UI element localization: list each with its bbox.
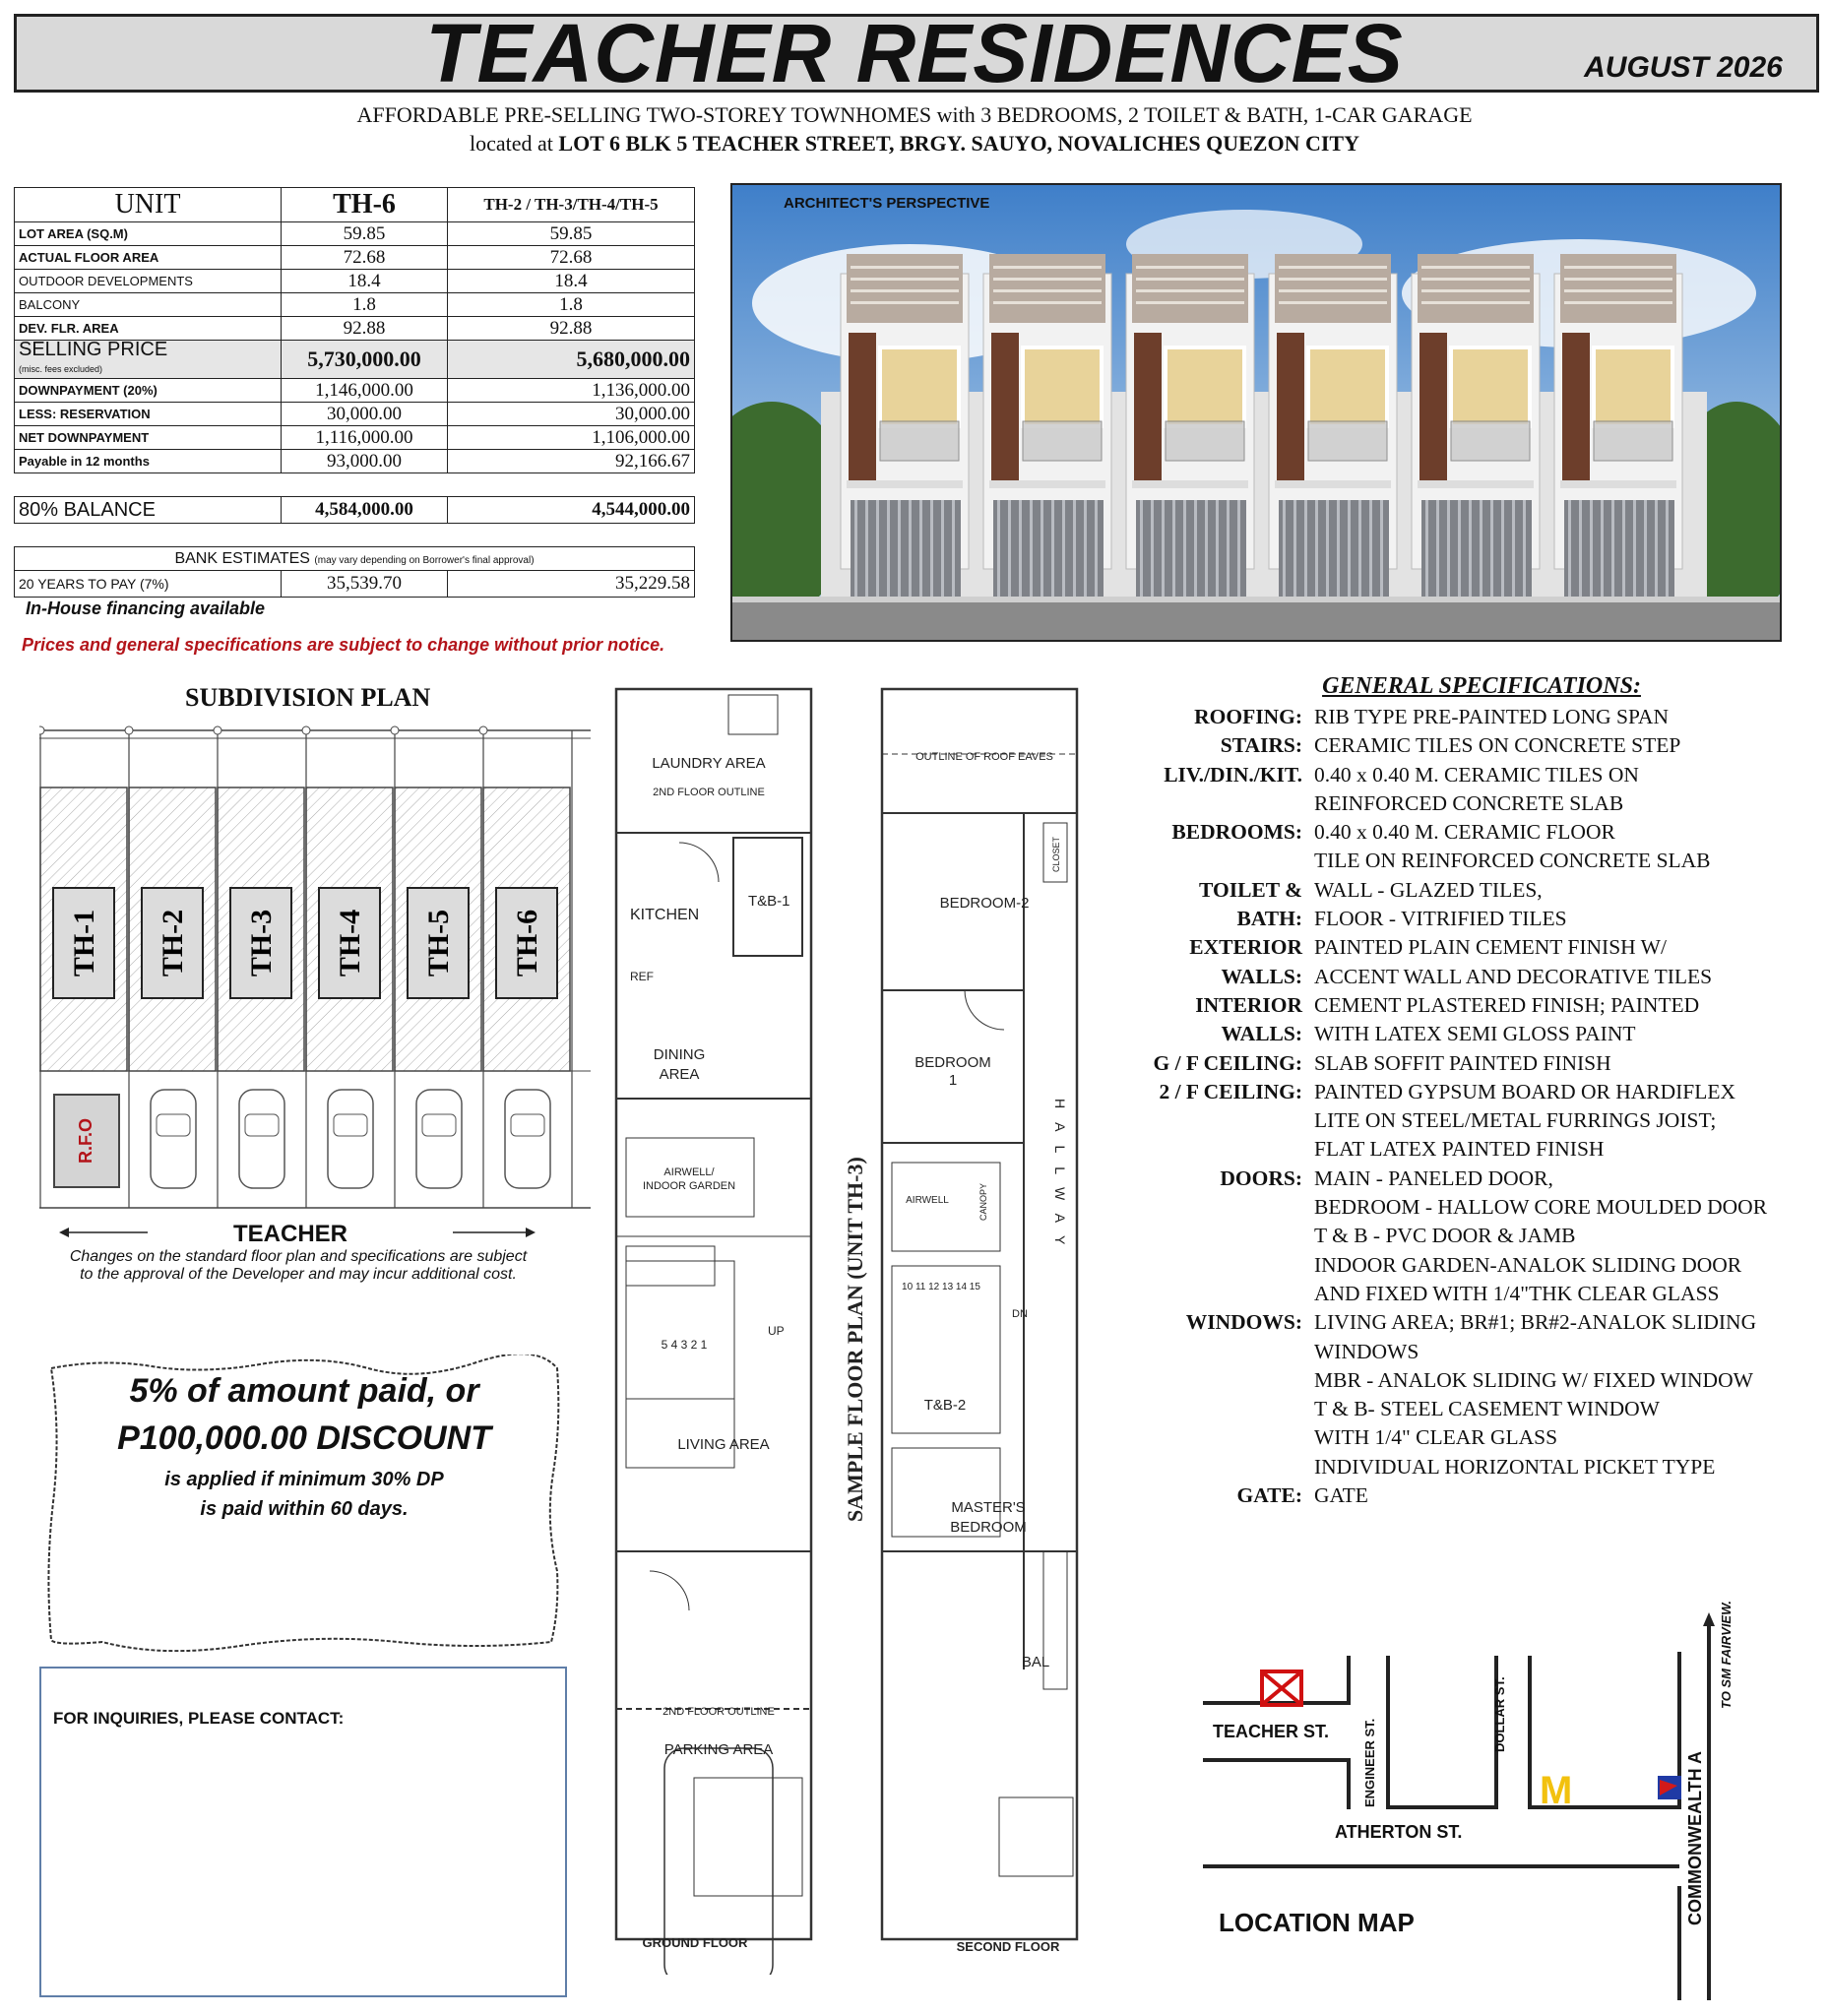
spec-key: STAIRS: bbox=[1220, 733, 1302, 758]
car-icon bbox=[151, 1090, 196, 1188]
table-row: NET DOWNPAYMENT 1,116,000.00 1,106,000.00 bbox=[15, 426, 695, 450]
spec-row bbox=[1112, 847, 1821, 875]
spec-row bbox=[1112, 761, 1821, 789]
label-living-area: LIVING AREA bbox=[677, 1436, 770, 1453]
spec-row bbox=[1112, 1078, 1821, 1106]
spec-row bbox=[1112, 1308, 1821, 1337]
spec-value: FLOOR - VITRIFIED TILES bbox=[1314, 907, 1567, 931]
spec-value: BEDROOM - HALLOW CORE MOULDED DOOR bbox=[1314, 1195, 1768, 1220]
label-dining-2: AREA bbox=[659, 1066, 700, 1083]
spec-key bbox=[1112, 1395, 1314, 1423]
spec-value: ACCENT WALL AND DECORATIVE TILES bbox=[1314, 964, 1713, 988]
header-th6: TH-6 bbox=[282, 188, 448, 222]
spec-key: DOORS: bbox=[1220, 1166, 1302, 1190]
unit-label-th-5: TH-5 bbox=[422, 909, 455, 977]
spec-row bbox=[1112, 731, 1821, 760]
map-label-dollar-st: DOLLAR ST. bbox=[1492, 1676, 1507, 1752]
spec-value: RIB TYPE PRE-PAINTED LONG SPAN bbox=[1314, 705, 1669, 728]
floor-plan-title: SAMPLE FLOOR PLAN (UNIT TH-3) bbox=[843, 1157, 867, 1522]
map-label-to-sm-fairview: TO SM FAIRVIEW. bbox=[1719, 1600, 1734, 1709]
label-tb2: T&B-2 bbox=[923, 1397, 967, 1414]
car-icon bbox=[505, 1090, 550, 1188]
spec-row bbox=[1112, 703, 1821, 731]
balance-row: 80% BALANCE 4,584,000.00 4,544,000.00 bbox=[15, 497, 695, 524]
label-airwell-2: INDOOR GARDEN bbox=[642, 1180, 736, 1192]
table-row: DOWNPAYMENT (20%) 1,146,000.00 1,136,000.00 bbox=[15, 379, 695, 403]
discount-line-4: is paid within 60 days. bbox=[200, 1498, 409, 1520]
label-ground-steps: 5 4 3 2 1 bbox=[661, 1338, 708, 1352]
spec-key: BEDROOMS: bbox=[1171, 820, 1302, 845]
label-bedroom-1-b: 1 bbox=[948, 1072, 958, 1089]
spec-value: CEMENT PLASTERED FINISH; PAINTED bbox=[1314, 992, 1700, 1017]
spec-key bbox=[1112, 1366, 1314, 1395]
spec-row bbox=[1112, 789, 1821, 818]
spec-row bbox=[1112, 1251, 1821, 1280]
spec-value: INDOOR GARDEN-ANALOK SLIDING DOOR bbox=[1314, 1252, 1742, 1277]
map-label-commonwealth: COMMONWEALTH A bbox=[1685, 1751, 1705, 1925]
spec-key: G / F CEILING: bbox=[1153, 1050, 1302, 1075]
table-row: ACTUAL FLOOR AREA 72.68 72.68 bbox=[15, 246, 695, 270]
discount-line-1: 5% of amount paid, or bbox=[129, 1372, 479, 1410]
spec-value: PAINTED GYPSUM BOARD OR HARDIFLEX bbox=[1314, 1079, 1736, 1103]
table-row: OUTDOOR DEVELOPMENTS 18.4 18.4 bbox=[15, 270, 695, 293]
spec-key: WINDOWS: bbox=[1185, 1310, 1302, 1335]
sample-floor-plan bbox=[610, 685, 1122, 1975]
label-closet: CLOSET bbox=[1051, 836, 1061, 872]
label-bedroom-1-a: BEDROOM bbox=[914, 1054, 991, 1071]
loan-row: 20 YEARS TO PAY (7%) 35,539.70 35,229.58 bbox=[15, 571, 695, 598]
spec-value: WINDOWS bbox=[1314, 1339, 1419, 1363]
subtitle-line-2: located at LOT 6 BLK 5 TEACHER STREET, BRGY. SAUYO, NOVALICHES QUEZON CITY bbox=[469, 131, 1359, 156]
architect-perspective-image bbox=[730, 183, 1782, 642]
spec-key bbox=[1112, 1453, 1314, 1481]
spec-key: BATH: bbox=[1236, 907, 1302, 931]
label-dining-1: DINING bbox=[653, 1046, 706, 1063]
rfo-label: R.F.O bbox=[76, 1117, 95, 1165]
car-icon bbox=[239, 1090, 284, 1188]
spec-key bbox=[1112, 1251, 1314, 1280]
subtitle-line-1: AFFORDABLE PRE-SELLING TWO-STOREY TOWNHOMES with 3 BEDROOMS, 2 TOILET & BATH, 1-CAR GARAGE bbox=[356, 102, 1473, 127]
spec-row bbox=[1112, 1280, 1821, 1308]
label-balcony: BAL bbox=[1021, 1654, 1050, 1670]
map-label-atherton-st: ATHERTON ST. bbox=[1335, 1822, 1463, 1842]
spec-value: GATE bbox=[1314, 1483, 1368, 1508]
label-master-2: BEDROOM bbox=[950, 1519, 1027, 1536]
spec-row bbox=[1112, 1106, 1821, 1135]
spec-value: AND FIXED WITH 1/4"THK CLEAR GLASS bbox=[1314, 1281, 1720, 1305]
label-kitchen: KITCHEN bbox=[630, 907, 700, 923]
label-parking-area: PARKING AREA bbox=[663, 1741, 774, 1758]
project-address: LOT 6 BLK 5 TEACHER STREET, BRGY. SAUYO, NOVALICHES QUEZON CITY bbox=[558, 131, 1359, 156]
spec-row bbox=[1112, 1135, 1821, 1164]
label-bedroom-2: BEDROOM-2 bbox=[939, 895, 1030, 912]
spec-value: CERAMIC TILES ON CONCRETE STEP bbox=[1314, 733, 1681, 758]
spec-key: GATE: bbox=[1236, 1483, 1302, 1508]
mcdonalds-landmark-icon: M bbox=[1540, 1769, 1573, 1812]
spec-row bbox=[1112, 1395, 1821, 1423]
specs-title: GENERAL SPECIFICATIONS: bbox=[1322, 673, 1641, 699]
spec-key: WALLS: bbox=[1221, 964, 1302, 988]
spec-key bbox=[1112, 1135, 1314, 1164]
spec-row bbox=[1112, 1453, 1821, 1481]
spec-row bbox=[1112, 876, 1821, 905]
general-specifications bbox=[1112, 703, 1821, 1510]
discount-line-2: P100,000.00 DISCOUNT bbox=[117, 1419, 491, 1457]
pricing-table bbox=[14, 187, 695, 598]
perspective-caption: ARCHITECT'S PERSPECTIVE bbox=[784, 195, 990, 212]
spec-value: T & B- STEEL CASEMENT WINDOW bbox=[1314, 1397, 1660, 1421]
label-up: UP bbox=[768, 1324, 785, 1338]
spec-key bbox=[1112, 1222, 1314, 1250]
spec-key: 2 / F CEILING: bbox=[1159, 1079, 1302, 1103]
spec-key bbox=[1112, 1193, 1314, 1222]
spec-row bbox=[1112, 905, 1821, 933]
spec-key bbox=[1112, 1106, 1314, 1135]
bank-estimates-row bbox=[15, 547, 695, 571]
table-row: Payable in 12 months 93,000.00 92,166.67 bbox=[15, 450, 695, 473]
inhouse-financing-note: In-House financing available bbox=[26, 598, 266, 618]
spec-key: ROOFING: bbox=[1194, 705, 1302, 728]
map-title: LOCATION MAP bbox=[1219, 1908, 1415, 1937]
unit-label-th-4: TH-4 bbox=[334, 909, 366, 977]
location-map bbox=[1191, 1575, 1782, 2008]
spec-key: WALLS: bbox=[1221, 1022, 1302, 1046]
spec-row bbox=[1112, 1481, 1821, 1510]
contact-label: FOR INQUIRIES, PLEASE CONTACT: bbox=[53, 1709, 345, 1728]
spec-value: 0.40 x 0.40 M. CERAMIC TILES ON bbox=[1314, 762, 1639, 787]
spec-row bbox=[1112, 1366, 1821, 1395]
spec-value: REINFORCED CONCRETE SLAB bbox=[1314, 790, 1624, 815]
spec-key: TOILET & bbox=[1199, 877, 1302, 902]
spec-value: PAINTED PLAIN CEMENT FINISH W/ bbox=[1314, 935, 1667, 960]
table-row: BALCONY 1.8 1.8 bbox=[15, 293, 695, 317]
spec-row bbox=[1112, 1423, 1821, 1452]
label-canopy: CANOPY bbox=[978, 1182, 988, 1221]
selling-price-row: SELLING PRICE (misc. fees excluded) 5,730,000.00 5,680,000.00 bbox=[15, 341, 695, 379]
north-arrow-icon bbox=[1703, 1612, 1715, 1626]
spec-row bbox=[1112, 1338, 1821, 1366]
discount-line-3: is applied if minimum 30% DP bbox=[164, 1469, 444, 1490]
unit-label-th-6: TH-6 bbox=[511, 909, 543, 977]
spec-value: MBR - ANALOK SLIDING W/ FIXED WINDOW bbox=[1314, 1367, 1753, 1392]
unit-label-th-2: TH-2 bbox=[157, 909, 189, 977]
ground-floor-caption: GROUND FLOOR bbox=[642, 1935, 748, 1950]
label-dn: DN bbox=[1012, 1308, 1028, 1320]
spacer-row bbox=[15, 473, 695, 497]
unit-label-th-3: TH-3 bbox=[245, 909, 278, 977]
label-master-1: MASTER'S bbox=[951, 1499, 1026, 1516]
table-row: DEV. FLR. AREA 92.88 92.88 bbox=[15, 317, 695, 341]
spec-key bbox=[1112, 1423, 1314, 1452]
spec-value: SLAB SOFFIT PAINTED FINISH bbox=[1314, 1050, 1611, 1075]
label-roof-eaves: OUTLINE OF ROOF EAVES bbox=[915, 751, 1053, 763]
spec-value: WALL - GLAZED TILES, bbox=[1314, 877, 1543, 902]
spec-value: T & B - PVC DOOR & JAMB bbox=[1314, 1224, 1576, 1248]
header-unit: UNIT bbox=[15, 188, 282, 222]
spec-row bbox=[1112, 991, 1821, 1020]
spec-value: LIVING AREA; BR#1; BR#2-ANALOK SLIDING bbox=[1314, 1310, 1757, 1335]
plan-change-note: Changes on the standard floor plan and specifications are subject to the approval of the Developer and may incur additional cost. bbox=[69, 1248, 528, 1283]
spec-key: EXTERIOR bbox=[1189, 935, 1302, 960]
spec-row bbox=[1112, 1049, 1821, 1078]
spec-row bbox=[1112, 818, 1821, 847]
spec-key bbox=[1112, 789, 1314, 818]
spec-row bbox=[1112, 1222, 1821, 1250]
subdivision-title: SUBDIVISION PLAN bbox=[185, 683, 431, 712]
bank-estimates-label: BANK ESTIMATES bbox=[174, 549, 310, 567]
spec-value: 0.40 x 0.40 M. CERAMIC FLOOR bbox=[1314, 820, 1615, 845]
spec-value: TILE ON REINFORCED CONCRETE SLAB bbox=[1314, 849, 1711, 873]
label-ref: REF bbox=[630, 970, 654, 983]
unit-label-th-1: TH-1 bbox=[68, 909, 100, 977]
subdivision-plan-drawing bbox=[39, 711, 600, 1242]
header-th2-5: TH-2 / TH-3/TH-4/TH-5 bbox=[448, 188, 695, 222]
edition-date: AUGUST 2026 bbox=[1584, 51, 1783, 84]
spec-value: INDIVIDUAL HORIZONTAL PICKET TYPE bbox=[1314, 1454, 1716, 1479]
spec-key bbox=[1112, 847, 1314, 875]
spec-value: WITH 1/4" CLEAR GLASS bbox=[1314, 1425, 1558, 1450]
spacer-row bbox=[15, 524, 695, 547]
label-second-steps: 10 11 12 13 14 15 bbox=[902, 1282, 980, 1292]
spec-row bbox=[1112, 1020, 1821, 1048]
map-label-teacher-st: TEACHER ST. bbox=[1213, 1722, 1330, 1741]
spec-key: LIV./DIN./KIT. bbox=[1164, 762, 1302, 787]
car-icon bbox=[416, 1090, 462, 1188]
spec-key bbox=[1112, 1280, 1314, 1308]
label-hallway: HALLWAY bbox=[1052, 1099, 1068, 1259]
spec-row bbox=[1112, 1193, 1821, 1222]
label-airwell-1: AIRWELL/ bbox=[663, 1166, 715, 1178]
page-title: TEACHER RESIDENCES bbox=[425, 7, 1404, 99]
table-row: LESS: RESERVATION 30,000.00 30,000.00 bbox=[15, 403, 695, 426]
spec-key bbox=[1112, 1338, 1314, 1366]
spec-row bbox=[1112, 933, 1821, 962]
street-label-teacher: TEACHER bbox=[232, 1221, 347, 1247]
spec-value: MAIN - PANELED DOOR, bbox=[1314, 1166, 1553, 1190]
spec-value: WITH LATEX SEMI GLOSS PAINT bbox=[1314, 1022, 1636, 1046]
bank-estimates-note: (may vary depending on Borrower's final approval) bbox=[314, 554, 535, 566]
spec-value: LITE ON STEEL/METAL FURRINGS JOIST; bbox=[1314, 1108, 1717, 1133]
label-tb1: T&B-1 bbox=[748, 893, 790, 910]
spec-key: INTERIOR bbox=[1195, 992, 1302, 1017]
label-2nd-floor-outline-front: 2ND FLOOR OUTLINE bbox=[662, 1706, 775, 1718]
price-disclaimer: Prices and general specifications are subject to change without prior notice. bbox=[22, 635, 665, 655]
spec-row bbox=[1112, 1165, 1821, 1193]
spec-value: FLAT LATEX PAINTED FINISH bbox=[1314, 1137, 1605, 1162]
spec-row bbox=[1112, 963, 1821, 991]
pricing-header-row bbox=[15, 188, 695, 222]
map-label-engineer-st: ENGINEER ST. bbox=[1362, 1718, 1377, 1807]
table-row: LOT AREA (SQ.M) 59.85 59.85 bbox=[15, 222, 695, 246]
second-floor-caption: SECOND FLOOR bbox=[956, 1939, 1060, 1954]
label-airwell-2f: AIRWELL bbox=[906, 1195, 949, 1206]
car-icon bbox=[328, 1090, 373, 1188]
label-laundry-area: LAUNDRY AREA bbox=[652, 755, 766, 772]
label-2nd-floor-outline: 2ND FLOOR OUTLINE bbox=[653, 787, 765, 798]
townhouse-rendering bbox=[732, 185, 1780, 640]
